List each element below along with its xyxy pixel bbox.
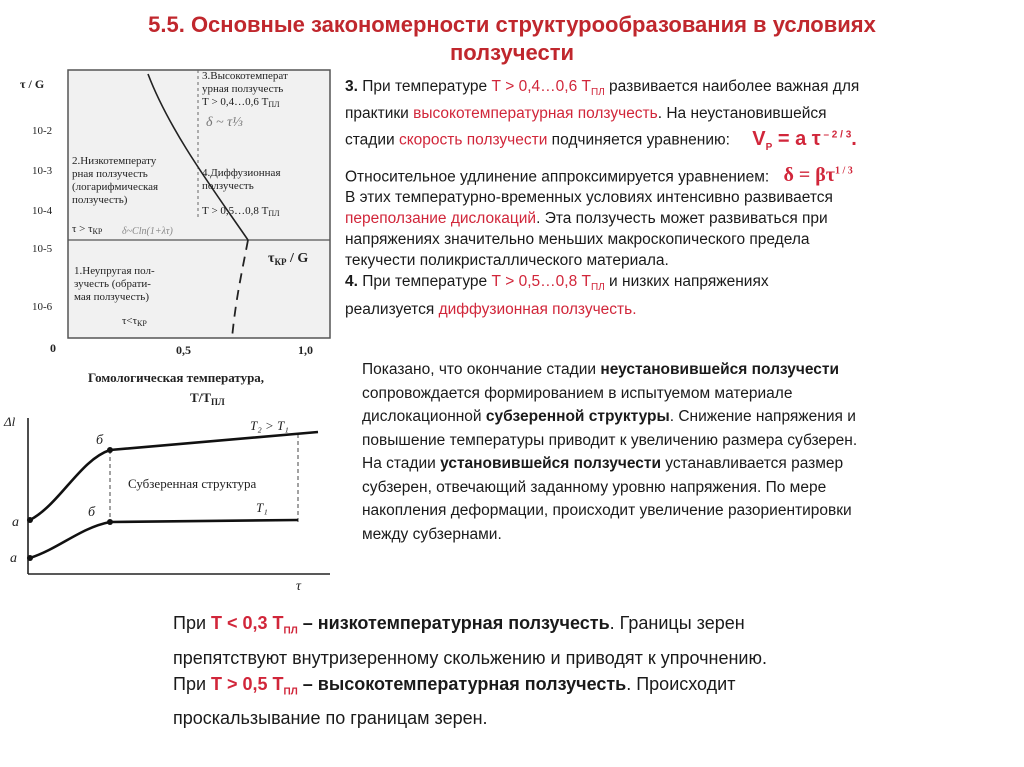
p3-line2: практики высокотемпературная ползучесть. На неустановившейся	[345, 105, 827, 123]
point-b-lower: б	[88, 505, 96, 520]
p3-line8: текучести поликристаллического материала.	[345, 252, 669, 270]
p3-line7: напряжениях значительно меньших макроскопического предела	[345, 231, 810, 249]
subgrain-structure-label: Субзеренная структура	[128, 476, 257, 491]
region-2-label: 2.Низкотемперату	[72, 155, 157, 167]
map-x-label-2: $Т/Т_{ПЛ}$	[190, 390, 225, 407]
subgrain-creep-curves	[0, 412, 335, 592]
map-x-label: Гомологическая температура,	[88, 370, 265, 385]
y-tick-4: 10-5	[32, 243, 53, 255]
region-1-label: 1.Неупругая пол-	[74, 265, 155, 277]
point-a-upper: a	[12, 515, 19, 530]
region-3-formula: δ ~ τ⅓	[206, 115, 243, 130]
region-3-line2: урная ползучесть	[202, 83, 284, 95]
p4-line1: 4. При температуре Т > 0,5…0,8 $Т_{ПЛ}$ и низких напряжениях	[345, 273, 769, 294]
region-4-label: 4.Диффузионная	[202, 167, 281, 179]
bottom-paragraph: При Т < 0,3 $Т_{ПЛ}$ – низкотемпературная ползучесть. Границы зерен препятствуют внутризеренному скольжению и приводят к упрочнению. При Т > 0,5 $Т_{ПЛ}$ – высокотемпературная ползучесть. Происходит проскальзывание по границам зерен.	[173, 613, 767, 729]
region-1-line3: мая ползучесть)	[74, 291, 149, 303]
curves-x-label: τ	[296, 579, 302, 592]
subgrain-paragraph: Показано, что окончание стадии неустановившейся ползучести сопровождается формированием в испытуемом материале дислокационной субзеренной структуры. Снижение напряжения и повышение температуры приводит к увеличению размера субзерен. На стадии установившейся ползучести устанавливается размер субзерен, отвечающий заданному уровню напряжения. По мере накопления деформации, происходит увеличение разориентировки между субзернами.	[362, 361, 858, 543]
p3-line4: Относительное удлинение аппроксимируется уравнением: $\delta = \beta\tau^{1 / 3}$	[345, 164, 853, 187]
creep-mechanism-map	[10, 62, 340, 442]
p4-line2: реализуется диффузионная ползучесть.	[345, 300, 637, 318]
tau-kr-label: $\tau_{КР}$ / G	[268, 251, 309, 267]
p3-line3: стадии скорость ползучести подчиняется уравнению: $V_P = a$ τ $^{- 2 / 3}$.	[345, 127, 857, 153]
region-1-line2: зучесть (обрати-	[74, 278, 151, 290]
paragraph-3	[345, 76, 1020, 320]
region-2-line4: ползучесть)	[72, 194, 128, 206]
page-title: 5.5. Основные закономерности структурообразования в условиях	[148, 12, 876, 37]
y-tick-3: 10-4	[32, 205, 53, 217]
region-4-line2: ползучесть	[202, 180, 254, 192]
curve-lower-label: T₁	[256, 500, 268, 515]
y-tick-zero: 0	[50, 341, 56, 355]
curves-y-label: Δl	[4, 414, 16, 429]
x-tick-10: 1,0	[298, 343, 313, 357]
p3-line1: 3. При температуре Т > 0,4…0,6 $Т_{ПЛ}$ развивается наиболее важная для	[345, 78, 860, 99]
point-b-upper: б	[96, 433, 104, 448]
region-2-line3: (логарифмическая	[72, 181, 159, 193]
p3-line5: В этих температурно-временных условиях интенсивно развивается	[345, 189, 833, 207]
region-2-formula: δ~Cln(1+λτ)	[122, 226, 173, 237]
region-2-line5: τ > τКР	[72, 223, 103, 236]
region-2-line2: рная ползучесть	[72, 168, 148, 180]
y-tick-1: 10-2	[32, 125, 53, 137]
region-3-label: 3.Высокотемперат	[202, 70, 288, 82]
page-title-continued: ползучести	[449, 40, 575, 65]
y-tick-5: 10-6	[32, 301, 53, 313]
curve-upper-label: T₂ > T₁	[250, 418, 289, 433]
point-a-lower: a	[10, 551, 17, 566]
region-3-line3: Т > 0,4…0,6 ТПЛ	[202, 96, 280, 109]
region-4-line3: Т > 0,5…0,8 ТПЛ	[202, 205, 280, 218]
map-y-label: τ / G	[20, 77, 45, 91]
p3-line6: переползание дислокаций. Эта ползучесть может развиваться при	[345, 210, 828, 228]
y-tick-2: 10-3	[32, 165, 53, 177]
x-tick-05: 0,5	[176, 343, 191, 357]
region-1-line4: τ<τКР	[122, 315, 147, 328]
